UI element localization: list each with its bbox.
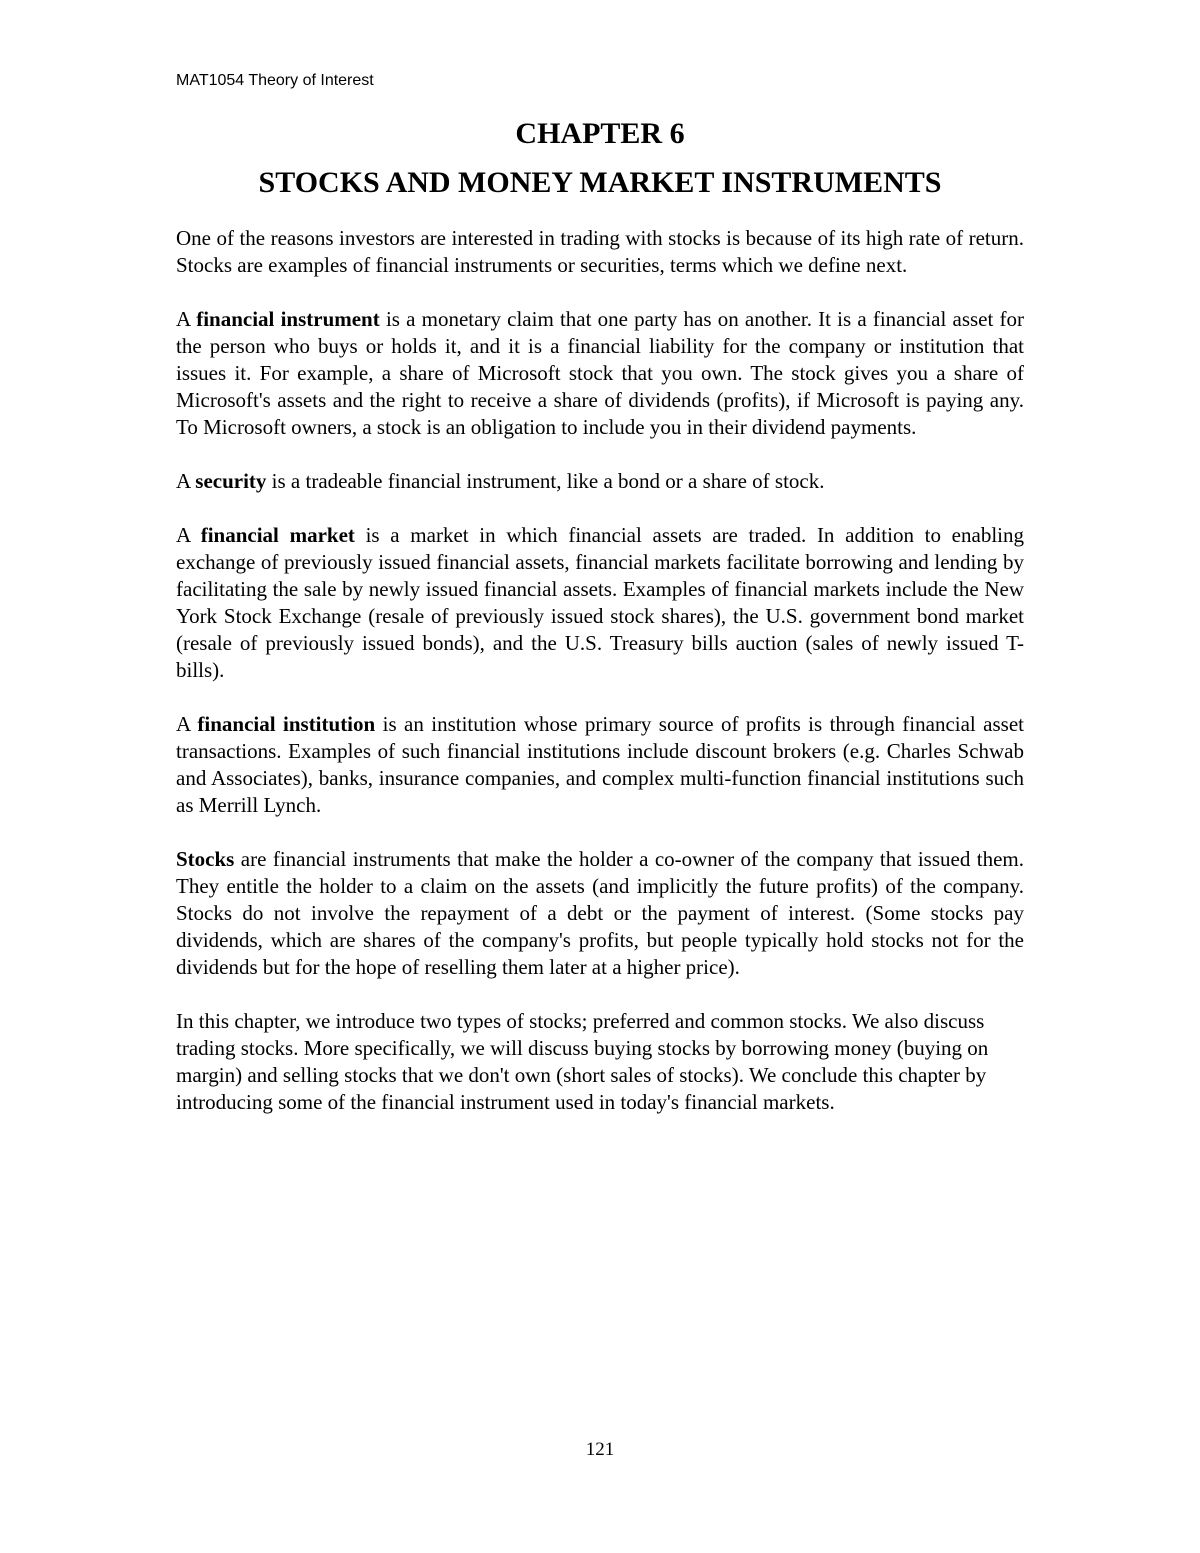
running-header: MAT1054 Theory of Interest xyxy=(176,72,374,89)
definition-paragraph-financial-institution xyxy=(176,711,1024,819)
page-number: 121 xyxy=(585,1439,615,1460)
paragraph-text: is an institution whose primary source of profits is through financial asset transactions. Examples of such financial institutions include discount brokers (e.g. Charles Schwab and Associates), banks, insurance companies, and complex multi-function financial institutions such as Merrill Lynch. xyxy=(176,712,1024,817)
paragraph-text: is a monetary claim that one party has on another. It is a financial asset for the person who buys or holds it, and it is a financial liability for the company or institution that issues it. For example, a share of Microsoft stock that you own. The stock gives you a share of Microsoft's assets and the right to receive a share of dividends (profits), if Microsoft is paying any. To Microsoft owners, a stock is an obligation to include you in their dividend payments. xyxy=(176,307,1025,439)
paragraph-prefix: A xyxy=(176,523,201,547)
defined-term: financial market xyxy=(200,523,355,547)
paragraph-text: One of the reasons investors are interested in trading with stocks is because of its high rate of return. Stocks are examples of financial instruments or securities, terms which we define next. xyxy=(176,226,1024,277)
paragraph-prefix: A xyxy=(176,469,196,493)
paragraph-prefix: A xyxy=(176,307,197,331)
chapter-title: STOCKS AND MONEY MARKET INSTRUMENTS xyxy=(258,166,942,199)
defined-term: security xyxy=(195,469,267,493)
defined-term: financial instrument xyxy=(196,307,380,331)
defined-term: Stocks xyxy=(176,847,235,871)
paragraph-text: is a tradeable financial instrument, like a bond or a share of stock. xyxy=(266,469,825,493)
definition-paragraph-financial-market xyxy=(176,522,1024,684)
defined-term: financial institution xyxy=(197,712,376,736)
paragraph-text: is a market in which financial assets are traded. In addition to enabling exchange of previously issued financial assets, financial markets facilitate borrowing and lending by facilitating the sale by newly issued financial assets. Examples of financial markets include the New York Stock Exchange (resale of previously issued stock shares), the U.S. government bond market (resale of previously issued bonds), and the U.S. Treasury bills auction (sales of newly issued T-bills). xyxy=(176,523,1024,682)
definition-paragraph-financial-instrument xyxy=(176,306,1024,441)
definition-paragraph-security xyxy=(176,468,1024,495)
chapter-overview-paragraph xyxy=(176,1008,1024,1116)
chapter-number: CHAPTER 6 xyxy=(515,117,685,150)
chapter-body xyxy=(176,225,1024,1143)
definition-paragraph-stocks xyxy=(176,846,1024,981)
paragraph-text: In this chapter, we introduce two types of stocks; preferred and common stocks. We also discuss trading stocks. More specifically, we will discuss buying stocks by borrowing money (buying on margin) and selling stocks that we don't own (short sales of stocks). We conclude this chapter by introducing some of the financial instrument used in today's financial markets. xyxy=(176,1009,989,1114)
paragraph-prefix: A xyxy=(176,712,198,736)
paragraph-text: are financial instruments that make the holder a co-owner of the company that issued them. They entitle the holder to a claim on the assets (and implicitly the future profits) of the company. Stocks do not involve the repayment of a debt or the payment of interest. (Some stocks pay dividends, which are shares of the company's profits, but people typically hold stocks not for the dividends but for the hope of reselling them later at a higher price). xyxy=(176,847,1024,979)
intro-paragraph xyxy=(176,225,1024,279)
